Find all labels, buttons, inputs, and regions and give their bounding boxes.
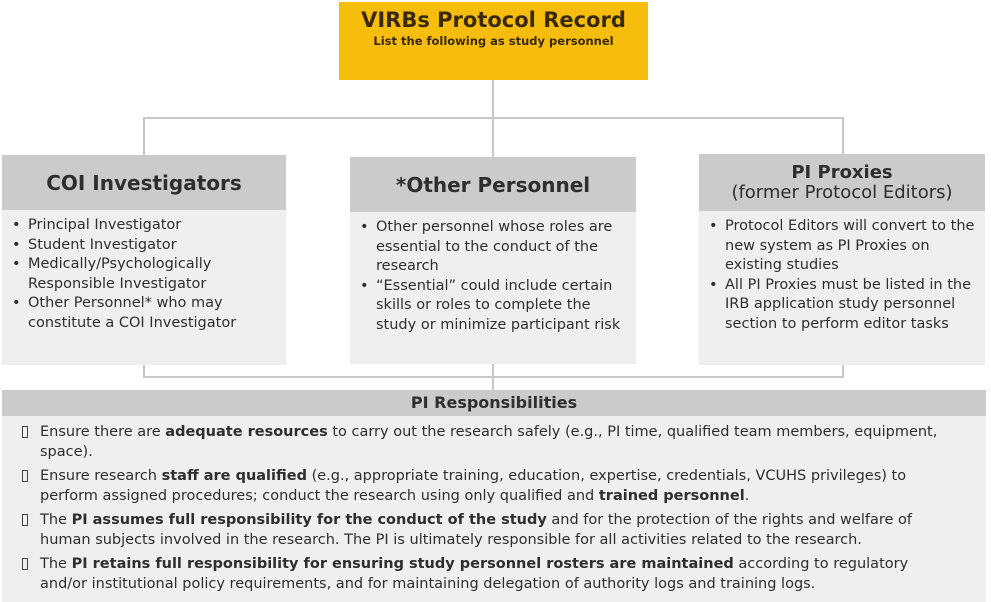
pi-proxies-header xyxy=(699,154,985,211)
coi-investigators-header xyxy=(2,155,286,210)
text: to carry out the research safely (e.g., PI time, qualified team members, equipment, space). xyxy=(40,424,938,460)
responsibility-item xyxy=(20,554,946,594)
responsibility-item xyxy=(20,422,946,462)
list-item: • Student Investigator xyxy=(28,236,278,256)
list-item: • “Essential” could include certain skills or roles to complete the study or minimize participant risk xyxy=(376,277,628,336)
other-personnel-list xyxy=(350,212,636,364)
text: according to regulatory and/or institutional policy requirements, and for maintaining delegation of authority logs and training logs. xyxy=(40,556,909,592)
bullet-icon xyxy=(22,470,28,482)
pi-responsibilities-list xyxy=(2,416,986,602)
connector xyxy=(143,117,145,157)
connector xyxy=(842,117,844,157)
subtitle: List the following as study personnel xyxy=(373,34,614,48)
text: Ensure there are xyxy=(40,424,166,440)
connector xyxy=(492,360,494,390)
text: and for the protection of the rights and welfare of human subjects involved in the research. The PI is ultimately responsible for all activities related to the research. xyxy=(40,512,912,548)
protocol-record-box xyxy=(339,2,648,80)
emphasis-text: trained personnel xyxy=(598,488,745,504)
coi-investigators-list xyxy=(2,210,286,365)
list-item: • Other Personnel* who may constitute a COI Investigator xyxy=(28,294,278,333)
emphasis-text: staff are qualified xyxy=(161,468,307,484)
list-item: • Principal Investigator xyxy=(28,216,278,236)
title: VIRBs Protocol Record xyxy=(361,8,626,32)
pi-proxies-list xyxy=(699,211,985,365)
list-item: • Protocol Editors will convert to the new system as PI Proxies on existing studies xyxy=(725,217,977,276)
text: Ensure research xyxy=(40,468,162,484)
text: (e.g., appropriate training, education, expertise, credentials, VCUHS privileges) to perform assigned procedures; conduct the research using only qualified and xyxy=(40,468,907,504)
column-title: *Other Personnel xyxy=(395,172,591,197)
emphasis-text: adequate resources xyxy=(165,424,328,440)
text: . xyxy=(744,488,750,504)
bullet-icon xyxy=(22,558,28,570)
column-title: COI Investigators xyxy=(46,170,242,195)
emphasis-text: PI assumes full responsibility for the conduct of the study xyxy=(71,512,547,528)
other-personnel-header xyxy=(350,157,636,212)
text: The xyxy=(40,512,72,528)
list-item: • Medically/Psychologically Responsible Investigator xyxy=(28,255,278,294)
text: The xyxy=(40,556,72,572)
responsibility-item xyxy=(20,510,946,550)
column-subtitle: (former Protocol Editors) xyxy=(731,181,953,203)
bullet-icon xyxy=(22,426,28,438)
pi-responsibilities-header: PI Responsibilities xyxy=(2,390,986,416)
bullet-icon xyxy=(22,514,28,526)
list-item: • All PI Proxies must be listed in the IRB application study personnel section to perform editor tasks xyxy=(725,276,977,335)
list-item: • Other personnel whose roles are essential to the conduct of the research xyxy=(376,218,628,277)
emphasis-text: PI retains full responsibility for ensuring study personnel rosters are maintained xyxy=(71,556,734,572)
connector xyxy=(492,80,494,119)
connector xyxy=(492,117,494,157)
responsibility-item xyxy=(20,466,946,506)
column-title: PI Proxies xyxy=(791,161,893,183)
